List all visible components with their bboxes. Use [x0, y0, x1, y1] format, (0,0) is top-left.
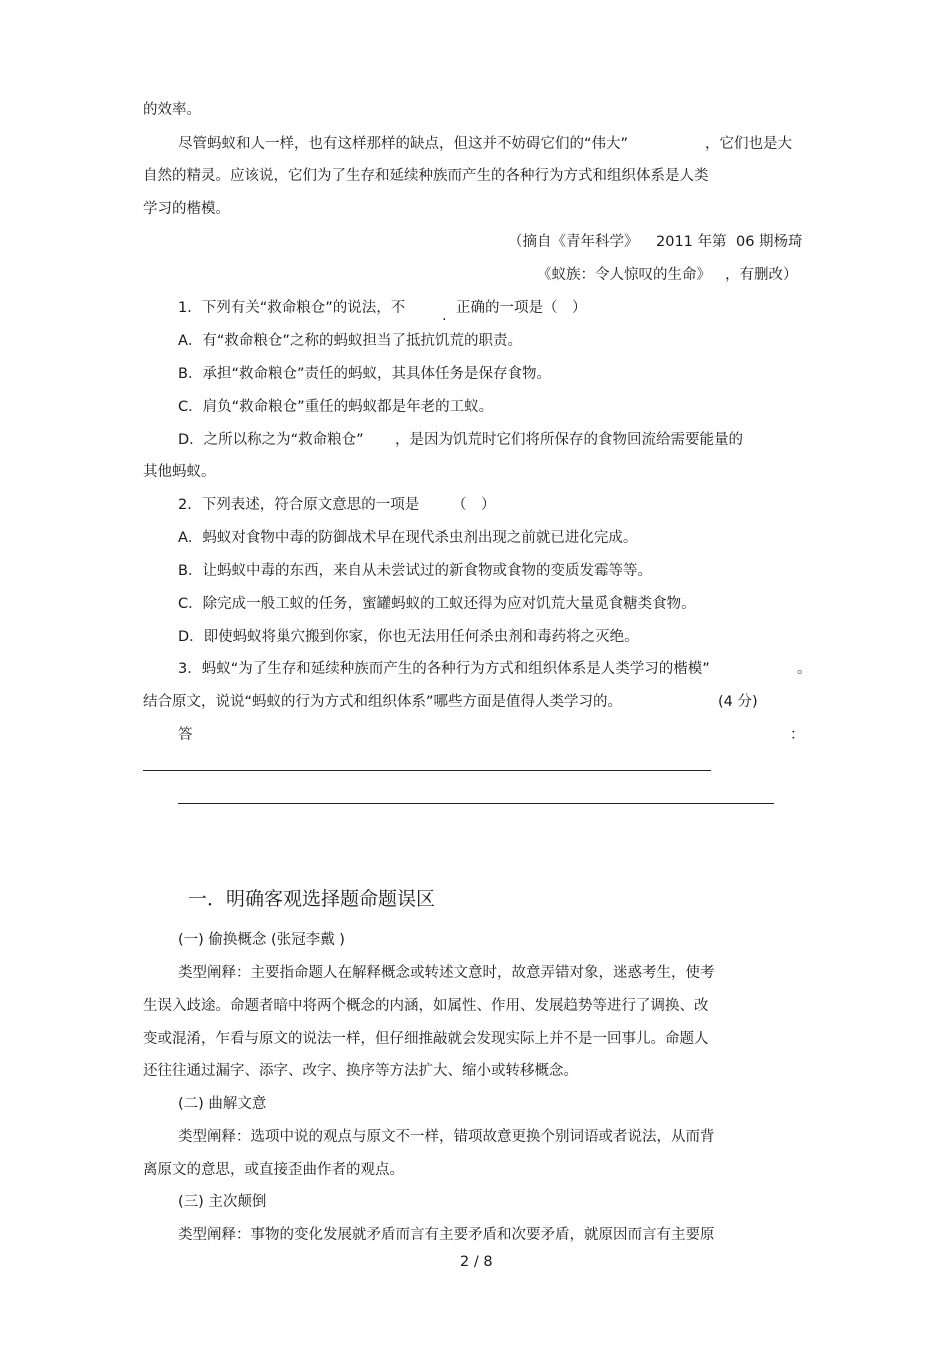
option-a: A．蚂蚁对食物中毒的防御战术早在现代杀虫剂出现之前就已进化完成。 — [178, 530, 638, 546]
option-c: C．除完成一般工蚁的任务，蜜罐蚂蚁的工蚁还得为应对饥荒大量觅食糖类食物。 — [178, 596, 696, 612]
source-citation: 《蚁族：令人惊叹的生命》 — [537, 267, 711, 283]
option-b: B．承担“救命粮仓”责任的蚂蚁，其具体任务是保存食物。 — [178, 366, 551, 382]
answer-line[interactable] — [143, 770, 711, 771]
body-line: 还往往通过漏字、添字、改字、换序等方法扩大、缩小或转移概念。 — [143, 1063, 578, 1079]
score: (4 分) — [718, 694, 758, 710]
answer-colon: ： — [790, 727, 805, 743]
question-2-paren: （ ） — [452, 497, 496, 513]
option-d: D．即使蚂蚁将巢穴搬到你家，你也无法用任何杀虫剂和毒药将之灭绝。 — [178, 629, 639, 645]
source-citation: ，有删改） — [725, 267, 798, 283]
answer-line[interactable] — [178, 803, 774, 804]
option-c: C．肩负“救命粮仓”重任的蚂蚁都是年老的工蚁。 — [178, 399, 494, 415]
section-heading: 一．明确客观选择题命题误区 — [188, 888, 436, 910]
question-1-stem: 1．下列有关“救命粮仓”的说法，不 — [178, 300, 406, 316]
question-2-stem: 2．下列表述，符合原文意思的一项是 — [178, 497, 420, 513]
question-3-stem: 3．蚂蚁“为了生存和延续种族而产生的各种行为方式和组织体系是人类学习的楷模” — [178, 661, 710, 677]
passage-line: 的效率。 — [143, 102, 201, 118]
passage-line: 学习的楷模。 — [143, 201, 230, 217]
body-line: 离原文的意思，或直接歪曲作者的观点。 — [143, 1162, 404, 1178]
question-3-stem: 结合原文，说说“蚂蚁的行为方式和组织体系”哪些方面是值得人类学习的。 — [143, 694, 623, 710]
passage-line: ，它们也是大 — [705, 136, 792, 152]
option-b: B．让蚂蚁中毒的东西，来自从未尝试过的新食物或食物的变质发霉等等。 — [178, 563, 652, 579]
option-a: A．有“救命粮仓”之称的蚂蚁担当了抵抗饥荒的职责。 — [178, 333, 522, 349]
question-3-stem: 。 — [797, 661, 812, 677]
source-citation: 2011 年第 — [656, 234, 727, 250]
source-citation: 06 期杨琦 — [736, 234, 803, 250]
option-d: 其他蚂蚁。 — [143, 464, 216, 480]
subsection-heading: (三) 主次颠倒 — [178, 1194, 267, 1210]
subsection-heading: (二) 曲解文意 — [178, 1096, 267, 1112]
body-line: 类型阐释：选项中说的观点与原文不一样，错项故意更换个别词语或者说法，从而背 — [178, 1129, 715, 1145]
body-line: 生误入歧途。命题者暗中将两个概念的内涵，如属性、作用、发展趋势等进行了调换、改 — [143, 998, 709, 1014]
body-line: 变或混淆，乍看与原文的说法一样，但仔细推敲就会发现实际上并不是一回事儿。命题人 — [143, 1031, 709, 1047]
option-d: D．之所以称之为“救命粮仓” — [178, 432, 364, 448]
body-line: 类型阐释：主要指命题人在解释概念或转述文意时，故意弄错对象，迷惑考生，使考 — [178, 965, 715, 981]
passage-line: 自然的精灵。应该说，它们为了生存和延续种族而产生的各种行为方式和组织体系是人类 — [143, 168, 709, 184]
answer-label: 答 — [178, 727, 193, 743]
page-number: 2 / 8 — [460, 1254, 493, 1270]
emphasis-dot: . — [442, 308, 447, 324]
passage-line: 尽管蚂蚁和人一样，也有这样那样的缺点，但这并不妨碍它们的“伟大” — [178, 136, 629, 152]
subsection-heading: (一) 偷换概念 (张冠李戴 ) — [178, 932, 345, 948]
option-d: ，是因为饥荒时它们将所保存的食物回流给需要能量的 — [395, 432, 743, 448]
source-citation: （摘自《青年科学》 — [508, 234, 639, 250]
question-1-stem: 正确的一项是（ ） — [456, 300, 587, 316]
body-line: 类型阐释：事物的变化发展就矛盾而言有主要矛盾和次要矛盾，就原因而言有主要原 — [178, 1227, 715, 1243]
